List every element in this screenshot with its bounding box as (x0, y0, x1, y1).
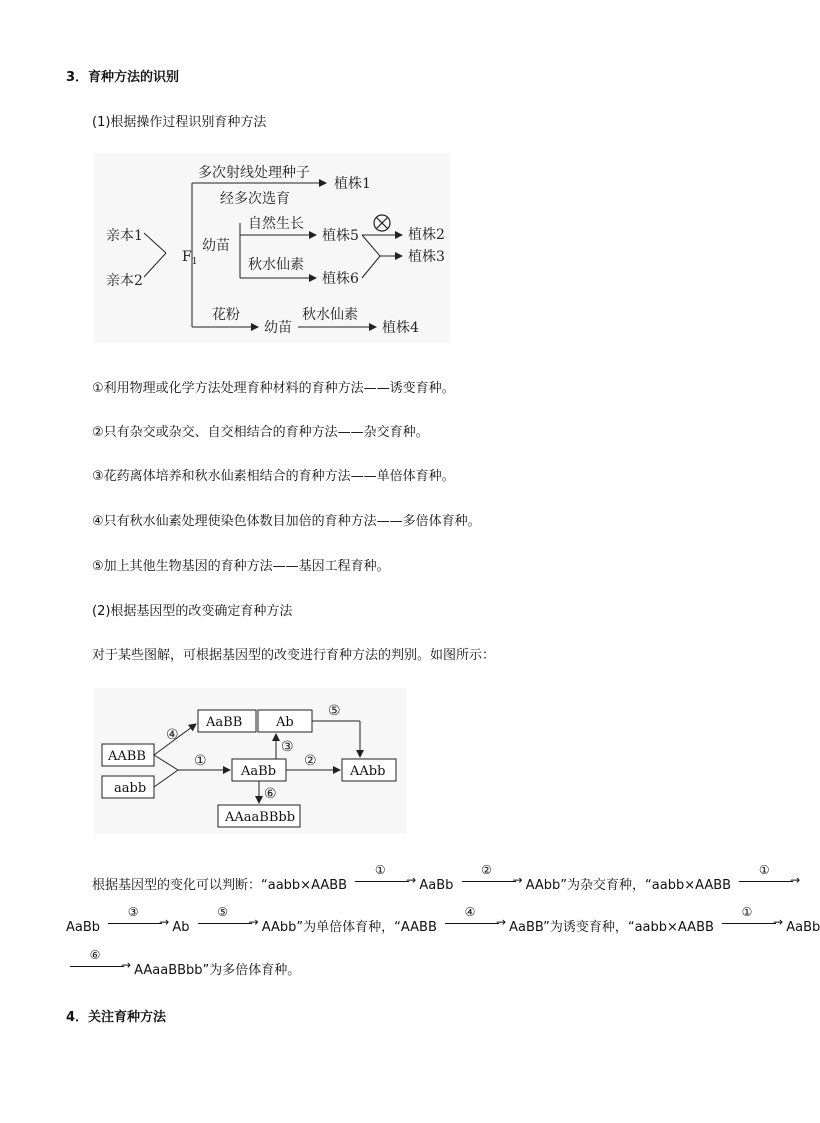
reaction-arrow: ① → (735, 876, 793, 889)
selection-label: 经多次选育 (220, 191, 290, 207)
seedling2-label: 幼苗 (264, 320, 292, 336)
paragraph-line-3 (66, 948, 301, 978)
intro-text: 对于某些图解，可根据基因型的改变进行育种方法的判别。如图所示： (92, 648, 496, 663)
step-6-label: ⑥ (264, 786, 277, 802)
step-5-label: ⑤ (328, 703, 341, 719)
text-segment: Ab (172, 920, 190, 935)
f1-label: $F_1$ (182, 249, 198, 267)
genotype-aabb: aabb (114, 781, 147, 796)
item-2: ②只有杂交或杂交、自交相结合的育种方法——杂交育种。 (92, 425, 429, 440)
plant3-label: 植株3 (408, 249, 445, 265)
step-1-label: ① (194, 753, 207, 769)
item-4: ④只有秋水仙素处理使染色体数目加倍的育种方法——多倍体育种。 (92, 514, 481, 529)
plant1-label: 植株1 (334, 176, 371, 192)
paragraph-line-2 (66, 905, 820, 935)
parent2-label: 亲本2 (106, 273, 143, 289)
section4-heading: 4．关注育种方法 (66, 1010, 167, 1025)
plant6-label: 植株6 (322, 271, 359, 287)
reaction-arrow: ③ → (104, 918, 162, 931)
reaction-arrow: ① → (718, 918, 776, 931)
step-2-label: ② (304, 753, 317, 769)
genotype-AABB: AABB (108, 749, 146, 764)
colchicine2-label: 秋水仙素 (302, 307, 358, 323)
genotype-AAbb: AAbb (350, 764, 386, 779)
text-segment: 根据基因型的变化可以判断：“aabb×AABB (92, 878, 348, 893)
breeding-process-diagram (94, 153, 450, 343)
genotype-Ab: Ab (276, 715, 294, 730)
seedling-label: 幼苗 (202, 238, 230, 254)
plant2-label: 植株2 (408, 227, 445, 243)
item-5: ⑤加上其他生物基因的育种方法——基因工程育种。 (92, 559, 390, 574)
text-segment: AAbb”为单倍体育种，“AABB (261, 920, 437, 935)
text-segment: AaBB”为诱变育种，“aabb×AABB (509, 920, 714, 935)
item-1: ①利用物理或化学方法处理育种材料的育种方法——诱变育种。 (92, 381, 455, 396)
reaction-arrow: ⑥ → (66, 961, 124, 974)
plant4-label: 植株4 (382, 320, 419, 336)
reaction-arrow: ④ → (441, 918, 499, 931)
item-3: ③花药离体培养和秋水仙素相结合的育种方法——单倍体育种。 (92, 469, 455, 484)
genotype-diagram (94, 688, 406, 834)
subheading-1: (1)根据操作过程识别育种方法 (92, 115, 267, 130)
pollen-label: 花粉 (212, 307, 240, 323)
text-segment: AaBb (66, 920, 101, 935)
step-3-label: ③ (281, 739, 294, 755)
reaction-arrow: ① → (351, 876, 409, 889)
subheading-2: (2)根据基因型的改变确定育种方法 (92, 604, 293, 619)
genotype-AAaaBBbb: AAaaBBbb (225, 810, 296, 825)
genotype-AaBB: AaBB (206, 715, 243, 730)
reaction-arrow: ⑤ → (194, 918, 252, 931)
natural-growth-label: 自然生长 (248, 216, 304, 232)
paragraph-line-1 (92, 863, 801, 893)
reaction-arrow: ② → (458, 876, 516, 889)
text-segment: AaBb (786, 920, 820, 935)
parent1-label: 亲本1 (106, 228, 143, 244)
section3-heading: 3．育种方法的识别 (66, 70, 180, 85)
text-segment: AAbb”为杂交育种，“aabb×AABB (525, 878, 732, 893)
text-segment: AAaaBBbb”为多倍体育种。 (134, 963, 301, 978)
colchicine-label: 秋水仙素 (248, 257, 304, 273)
text-segment: AaBb (419, 878, 454, 893)
step-4-label: ④ (166, 727, 179, 743)
genotype-AaBb: AaBb (241, 764, 277, 779)
radiation-label: 多次射线处理种子 (198, 165, 310, 181)
plant5-label: 植株5 (322, 228, 359, 244)
